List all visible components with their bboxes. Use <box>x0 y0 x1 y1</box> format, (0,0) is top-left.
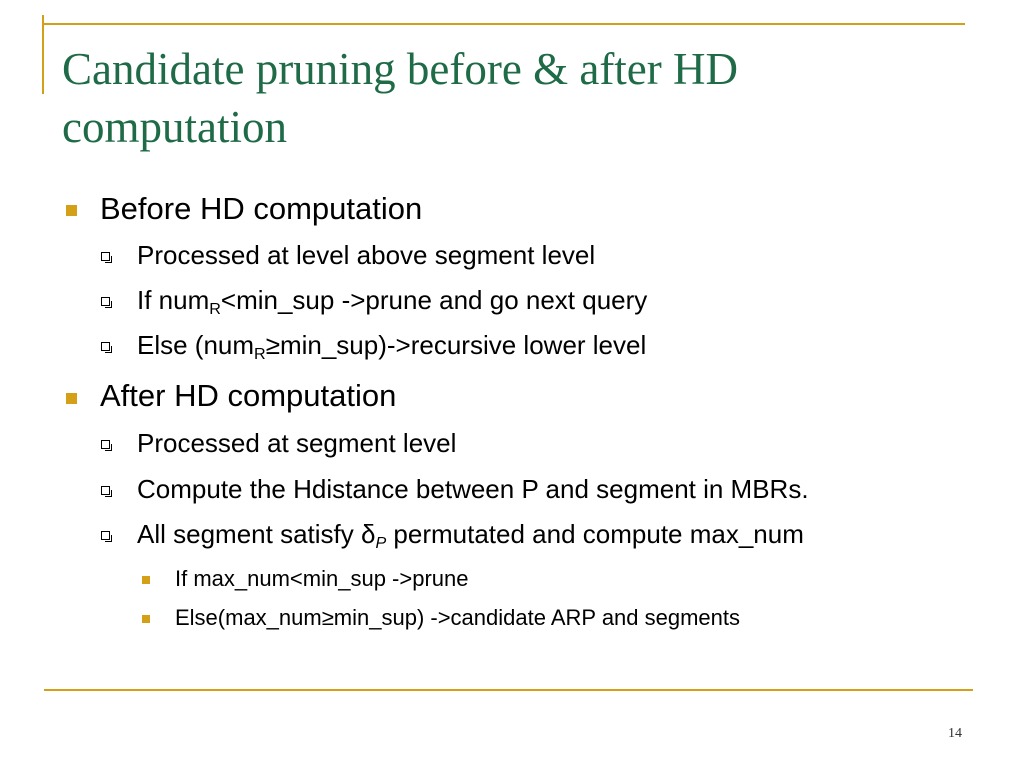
hollow-square-bullet-icon <box>101 252 110 261</box>
bullet-text-prefix: Else (num <box>137 330 255 360</box>
bullet-text-suffix: <min_sup ->prune and go next query <box>220 285 648 315</box>
bullet-if-max-num: If max_num<min_sup ->prune <box>175 566 469 591</box>
square-bullet-icon <box>66 393 77 404</box>
bullet-all-segment <box>137 519 804 550</box>
bullet-text-prefix: All segment satisfy δ <box>137 519 376 549</box>
bullet-text-prefix: If num <box>137 285 210 315</box>
hollow-square-bullet-icon <box>101 440 110 449</box>
subscript: P <box>375 533 387 552</box>
hollow-square-bullet-icon <box>101 531 110 540</box>
subscript: R <box>209 299 221 318</box>
bullet-after-hd: After HD computation <box>100 378 397 413</box>
slide-title: Candidate pruning before & after HD computation <box>62 44 739 152</box>
bullet-before-hd: Before HD computation <box>100 191 423 226</box>
bullet-else-max-num: Else(max_num≥min_sup) ->candidate ARP and segments <box>175 605 741 630</box>
bullet-text-suffix: ≥min_sup)->recursive lower level <box>265 330 647 360</box>
bullet-text-suffix: permutated and compute max_num <box>386 519 804 549</box>
page-number: 14 <box>948 726 962 741</box>
bullet-else-num-r <box>137 330 646 361</box>
hollow-square-bullet-icon <box>101 486 110 495</box>
bullet-processed-above: Processed at level above segment level <box>137 240 596 270</box>
hollow-square-bullet-icon <box>101 297 110 306</box>
bullet-if-num-r <box>137 285 647 316</box>
bullet-compute-hdistance: Compute the Hdistance between P and segment in MBRs. <box>137 474 809 504</box>
square-bullet-icon <box>142 576 150 584</box>
bullet-processed-segment: Processed at segment level <box>137 428 457 458</box>
square-bullet-icon <box>142 615 150 623</box>
bottom-rule <box>44 689 973 691</box>
hollow-square-bullet-icon <box>101 342 110 351</box>
subscript: R <box>254 344 266 363</box>
square-bullet-icon <box>66 205 77 216</box>
